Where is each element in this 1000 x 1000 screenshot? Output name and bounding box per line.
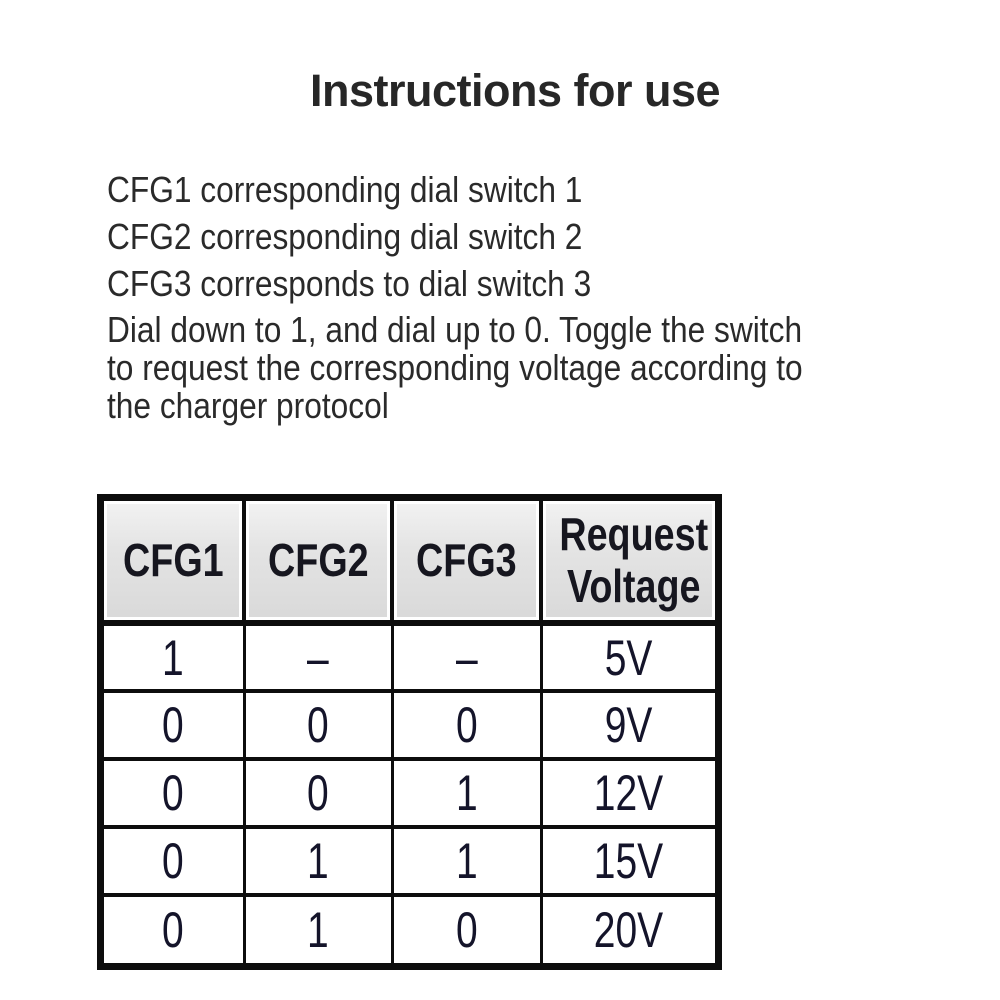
cell-cfg3 [392,623,541,691]
cell-value: 20V [594,902,664,958]
table-row [104,691,715,759]
table-row [104,895,715,963]
cell-value: 0 [162,902,185,958]
cell-voltage [541,827,715,895]
cell-voltage [541,895,715,963]
cell-cfg3 [392,827,541,895]
cell-cfg1 [104,623,244,691]
table-row [104,759,715,827]
header-label-request-voltage: Request Voltage [559,507,709,612]
header-cell-request-voltage [541,501,715,623]
cell-value: 0 [162,765,185,821]
cell-value: 15V [594,833,664,889]
cell-value: 0 [455,902,478,958]
cell-voltage [541,623,715,691]
voltage-config-table-grid [104,501,715,963]
instruction-paragraph [107,311,803,425]
header-label-cfg1: CFG1 [122,533,224,586]
instruction-line-cfg2: CFG2 corresponding dial switch 2 [107,216,583,257]
cell-cfg1 [104,759,244,827]
instruction-line-cfg3: CFG3 corresponds to dial switch 3 [107,263,592,304]
cell-value: 1 [162,629,185,686]
voltage-config-table [97,494,722,970]
cell-value: 1 [455,765,478,821]
paragraph-line-2: to request the corresponding voltage according to [107,347,803,388]
cell-value: 1 [455,833,478,889]
cell-value: 0 [455,697,478,753]
header-label-cfg3: CFG3 [416,533,517,586]
cell-cfg2 [244,623,392,691]
cell-value: 5V [604,629,653,686]
cell-cfg1 [104,691,244,759]
header-cell-cfg1 [104,501,244,623]
header-cell-cfg2 [244,501,392,623]
cell-value: 0 [162,697,185,753]
instruction-line-cfg1: CFG1 corresponding dial switch 1 [107,169,583,210]
paragraph-line-1: Dial down to 1, and dial up to 0. Toggle the switch [107,309,803,350]
cell-value: 0 [162,833,185,889]
cell-cfg3 [392,759,541,827]
cell-value: 1 [307,833,329,889]
cell-cfg2 [244,691,392,759]
cell-voltage [541,691,715,759]
cell-cfg2 [244,827,392,895]
table-header-row [104,501,715,623]
cell-cfg2 [244,759,392,827]
cell-cfg2 [244,895,392,963]
cell-cfg1 [104,895,244,963]
table-row [104,623,715,691]
paragraph-line-3: the charger protocol [107,385,389,426]
header-cell-cfg3 [392,501,541,623]
cell-value: 0 [307,765,329,821]
cell-value: 1 [307,902,329,958]
cell-value: 0 [307,697,329,753]
cell-cfg3 [392,691,541,759]
header-label-cfg2: CFG2 [267,533,369,586]
cell-value: – [455,629,478,686]
cell-value: 12V [594,765,664,821]
cell-cfg3 [392,895,541,963]
cell-value: – [307,629,329,686]
page-title: Instructions for use [309,65,721,116]
cell-value: 9V [604,697,653,753]
cell-voltage [541,759,715,827]
cell-cfg1 [104,827,244,895]
table-row [104,827,715,895]
